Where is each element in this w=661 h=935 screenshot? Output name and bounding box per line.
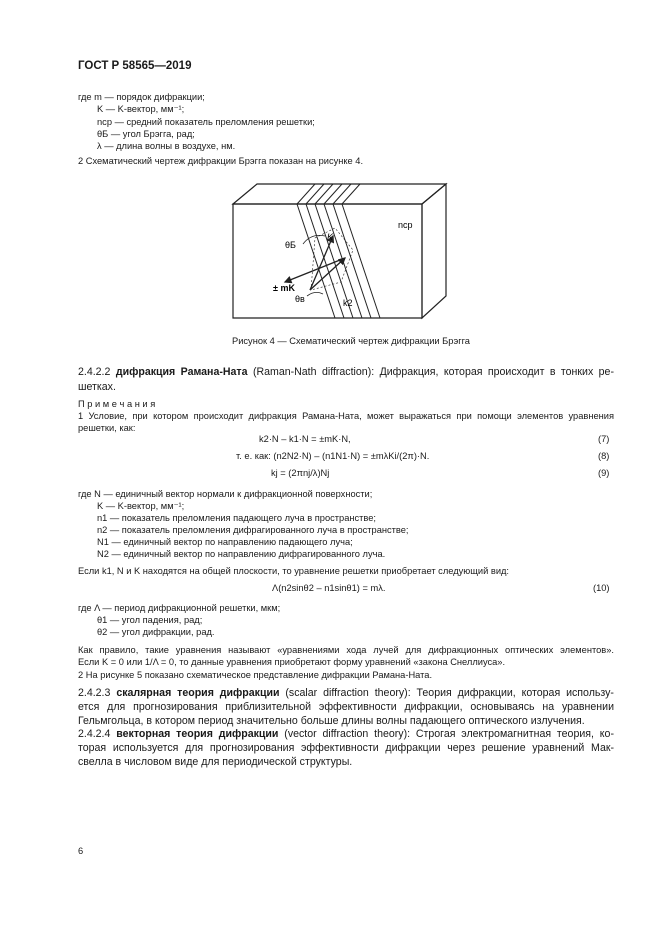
equation-8: т. е. как: (n2N2·N) – (n1N1·N) = ±mλKi/(2π)·N.: [236, 451, 430, 461]
section-2423-line3: Гельмгольца, в котором период значительно больше длины волны падающего оптического излучения.: [78, 715, 585, 727]
section-2424-line1: 2.4.2.4 векторная теория дифракции (vector diffraction theory): Строгая электромагнитная теория, ко-: [78, 728, 614, 740]
note1-line1: 1 Условие, при котором происходит дифракция Рамана-Ната, может выражаться при помощи элементов уравнения: [78, 411, 614, 421]
section-2423-line2: ется для прогнозирования приблизительной эффективности дифракции, основываясь на уравнении: [78, 701, 614, 713]
k2-vector: [310, 258, 345, 290]
def-line: K — K-вектор, мм⁻¹;: [97, 501, 185, 511]
def-line: K — K-вектор, мм⁻¹;: [97, 104, 185, 114]
page-number: 6: [78, 846, 84, 856]
note-figure-ref: 2 Схематический чертеж дифракции Брэгга показан на рисунке 4.: [78, 156, 364, 166]
section-2424-line2: торая используется для прогнозирования эффективности дифракции через решение уравнений Мак-: [78, 742, 614, 754]
def-line: N2 — единичный вектор по направлению дифрагированного луча.: [97, 549, 386, 559]
label-theta-v: θв: [295, 294, 305, 304]
term-scalar-theory: скалярная теория дифракции: [116, 687, 280, 699]
label-n-avg: nср: [398, 220, 413, 230]
def-line: n1 — показатель преломления падающего луча в пространстве;: [97, 513, 377, 523]
def-line: θБ — угол Брэгга, рад;: [97, 129, 195, 139]
theta-v-arc: [307, 292, 323, 296]
label-k: K: [327, 232, 334, 242]
def-line: θ2 — угол дифракции, рад.: [97, 627, 215, 637]
equation-8-number: (8): [598, 451, 610, 461]
equation-7: k2·N – k1·N = ±mK·N,: [259, 434, 351, 444]
def-line: где N — единичный вектор нормали к дифракционной поверхности;: [78, 489, 373, 499]
figure-caption: Рисунок 4 — Схематический чертеж дифракции Брэгга: [232, 336, 470, 346]
def-line: где Λ — период дифракционной решетки, мкм;: [78, 603, 281, 613]
label-pm-mk: ± mK: [273, 283, 295, 293]
notes-title: П р и м е ч а н и я: [78, 399, 156, 409]
block-front-face: [233, 204, 422, 318]
section-2422-line1: 2.4.2.2 дифракция Рамана-Ната (Raman-Nath diffraction): Дифракция, которая происходит в тонких ре-: [78, 366, 614, 378]
note2: 2 На рисунке 5 показано схематическое представление дифракции Рамана-Ната.: [78, 670, 433, 680]
equation-10: Λ(n2sinθ2 – n1sinθ1) = mλ.: [272, 583, 386, 593]
document-header: ГОСТ Р 58565—2019: [78, 60, 192, 72]
section-2423-line1: 2.4.2.3 скалярная теория дифракции (scalar diffraction theory): Теория дифракции, которая использу-: [78, 687, 614, 699]
section-2424-line3: свелла в числовом виде для периодической структуры.: [78, 756, 353, 768]
def-line: nср — средний показатель преломления решетки;: [97, 117, 315, 127]
plane-condition: Если k1, N и K находятся на общей плоскости, то уравнение решетки приобретает следующий вид:: [78, 566, 510, 576]
rule-paragraph-line2: Если K = 0 или 1/Λ = 0, то данные уравнения приобретают форму уравнений «закона Снеллиуса».: [78, 657, 506, 667]
rule-paragraph-line1: Как правило, такие уравнения называют «уравнениями хода лучей для дифракционных оптических элементов».: [78, 645, 614, 655]
def-line: θ1 — угол падения, рад;: [97, 615, 203, 625]
bragg-diagram: [215, 178, 475, 328]
def-line: λ — длина волны в воздухе, нм.: [97, 141, 236, 151]
label-theta-b: θБ: [285, 240, 296, 250]
term-raman-nath: дифракция Рамана-Ната: [115, 366, 248, 378]
def-line: N1 — единичный вектор по направлению падающего луча;: [97, 537, 353, 547]
equation-9-number: (9): [598, 468, 610, 478]
section-2422-line2: шетках.: [78, 381, 116, 393]
def-line: n2 — показатель преломления дифрагированного луча в пространстве;: [97, 525, 409, 535]
note1-line2: решетки, как:: [78, 423, 136, 433]
equation-7-number: (7): [598, 434, 610, 444]
equation-9: kj = (2πnj/λ)Nj: [271, 468, 330, 478]
def-line: где m — порядок дифракции;: [78, 92, 205, 102]
k1-vector: [310, 236, 333, 290]
block-side-face: [422, 184, 446, 318]
theta-b-arc: [303, 235, 325, 244]
label-k2: k2: [343, 298, 353, 308]
term-vector-theory: векторная теория дифракции: [116, 728, 279, 740]
equation-10-number: (10): [593, 583, 610, 593]
